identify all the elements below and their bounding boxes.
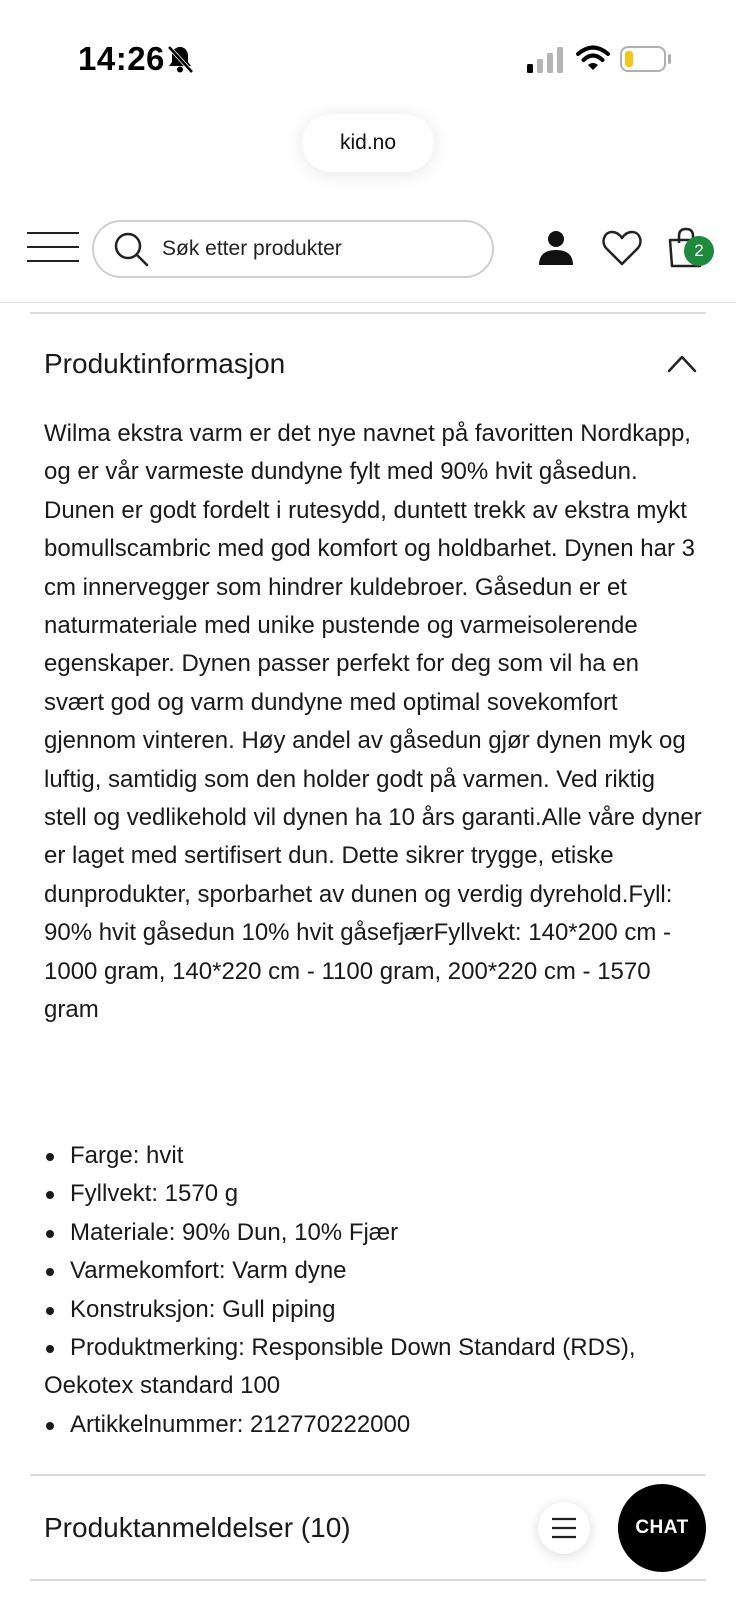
status-bar	[0, 0, 736, 110]
search-input[interactable]	[162, 237, 462, 261]
site-header	[0, 212, 736, 302]
user-icon[interactable]	[534, 226, 578, 270]
spec-item: Materiale: 90% Dun, 10% Fjær	[44, 1214, 704, 1252]
status-time: 14:26	[78, 40, 165, 77]
spec-item: Fyllvekt: 1570 g	[44, 1175, 704, 1213]
list-menu-icon	[551, 1517, 577, 1539]
wifi-icon	[576, 44, 610, 72]
search-bar[interactable]	[92, 220, 494, 278]
product-info-title[interactable]: Produktinformasjon	[44, 348, 286, 379]
hamburger-menu-icon[interactable]	[27, 232, 79, 268]
floating-menu-button[interactable]	[538, 1502, 590, 1554]
product-specs-list	[44, 1137, 704, 1444]
cart-count-badge: 2	[684, 236, 714, 266]
spec-item: Artikkelnummer: 212770222000	[44, 1406, 704, 1444]
bell-slash-icon	[166, 44, 194, 74]
battery-low-icon	[620, 46, 672, 72]
product-description: Wilma ekstra varm er det nye navnet på favoritten Nordkapp, og er vår varmeste dundyne fylt med 90% hvit gåsedun. Dunen er godt fordelt i rutesydd, duntett trekk av ekstra mykt bomullscambric med god komfort og holdbarhet. Dynen har 3 cm innervegger som hindrer kuldebroer. Gåsedun er et naturmateriale med unike pustende og varmeisolerende egenskaper. Dynen passer perfekt for deg som vil ha en svært god og varm dundyne med optimal sovekomfort gjennom vinteren. Høy andel av gåsedun gjør dynen myk og luftig, samtidig som den holder godt på varmen. Ved riktig stell og vedlikehold vil dynen ha 10 års garanti.Alle våre dyner er laget med sertifisert dun. Dette sikrer trygge, etiske dunprodukter, sporbarhet av dunen og verdig dyrehold.Fyll: 90% hvit gåsedun 10% hvit gåsefjærFyllvekt: 140*200 cm - 1000 gram, 140*220 cm - 1100 gram, 200*220 cm - 1570 gram	[44, 420, 702, 1024]
search-icon	[112, 230, 150, 268]
header-divider	[0, 302, 736, 303]
url-text: kid.no	[339, 131, 397, 154]
product-reviews-title[interactable]: Produktanmeldelser (10)	[44, 1512, 351, 1543]
section-divider	[30, 312, 706, 314]
spec-item: Farge: hvit	[44, 1137, 704, 1175]
heart-icon[interactable]	[600, 226, 644, 270]
cellular-signal-icon	[527, 47, 563, 73]
spec-item: Produktmerking: Responsible Down Standard (RDS), Oekotex standard 100	[44, 1329, 704, 1406]
chevron-up-icon[interactable]	[666, 352, 698, 374]
spec-item: Varmekomfort: Varm dyne	[44, 1252, 704, 1290]
section-divider	[30, 1474, 706, 1476]
address-bar[interactable]	[302, 114, 434, 172]
section-divider	[30, 1579, 706, 1581]
chat-button[interactable]: CHAT	[618, 1484, 706, 1572]
spec-item: Konstruksjon: Gull piping	[44, 1291, 704, 1329]
